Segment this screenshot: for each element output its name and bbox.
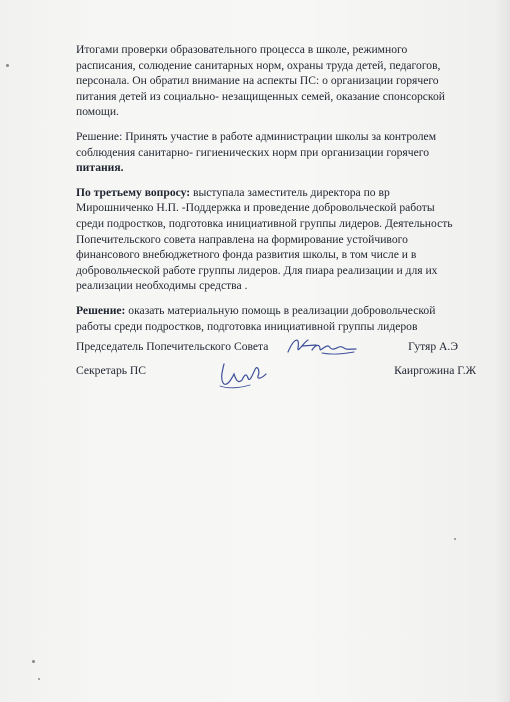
question-heading: По третьему вопросу: [76, 185, 191, 199]
paragraph-decision-hot-meals [76, 129, 468, 176]
text-line [76, 303, 468, 319]
page-edge-shadow [496, 0, 510, 702]
text-line: Мирошниченко Н.П. -Поддержка и проведение добровольческой работы [76, 201, 435, 215]
text-line: помощи. [76, 105, 119, 119]
decision-heading: Решение: [76, 303, 126, 317]
document-body [76, 42, 468, 343]
text-line: финансового внебюджетного фонда развития школы, в том числе и в [76, 248, 417, 262]
text-fragment: выступала заместитель директора по вр [190, 185, 390, 199]
chair-signature-icon [282, 334, 362, 360]
signature-row-chair [76, 340, 476, 362]
chair-name: Гутяр А.Э [408, 340, 458, 353]
text-fragment: оказать материальную помощь в реализации добровольческой [125, 303, 436, 317]
paragraph-inspection-results [76, 42, 468, 120]
secretary-signature-icon [214, 358, 270, 392]
text-line: персонала. Он обратил внимание на аспекты ПС: о организации горячего [76, 74, 439, 88]
text-line: добровольческой работе группы лидеров. Для пиара реализации и для их [76, 263, 438, 277]
signature-row-secretary [76, 364, 476, 386]
paragraph-third-question [76, 185, 468, 294]
text-line: питания детей из социально- незащищенных семей, оказание спонсорской [76, 89, 445, 103]
text-line: Попечительского совета направлена на формирование устойчивого [76, 232, 408, 246]
secretary-role-label: Секретарь ПС [76, 364, 147, 377]
scan-speck [6, 64, 9, 67]
text-line: работы среди подростков, подготовка инициативной группы лидеров [76, 319, 418, 333]
text-line: соблюдения санитарно- гигиенических норм при организации горячего [76, 145, 430, 159]
text-line: расписания, солюдение санитарных норм, охраны труда детей, педагогов, [76, 58, 441, 72]
scan-speck [38, 678, 40, 680]
text-line: среди подростков, подготовка инициативной группы лидеров. Деятельность [76, 216, 453, 230]
scan-speck [32, 660, 35, 663]
text-line: Итогами проверки образовательного процесса в школе, режимного [76, 43, 408, 56]
text-line: Решение: Принять участие в работе администрации школы за контролем [76, 129, 437, 143]
text-line-bold: питания. [76, 161, 124, 175]
scan-speck [454, 538, 456, 540]
text-line [76, 185, 468, 201]
text-line: реализации необходимы средства . [76, 279, 248, 293]
chair-role-label: Председатель Попечительского Совета [76, 340, 269, 353]
secretary-name: Каиргожина Г.Ж [394, 364, 476, 377]
paragraph-decision-support [76, 303, 468, 334]
